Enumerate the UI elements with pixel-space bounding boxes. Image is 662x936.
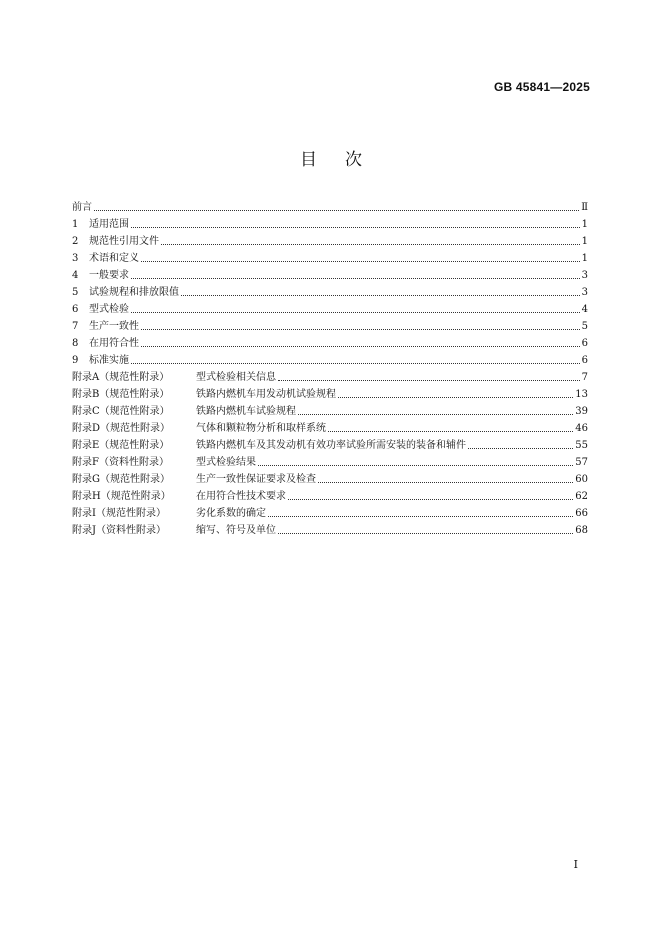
toc-dot-leader [278,533,573,534]
toc-entry[interactable] [72,316,588,333]
toc-entry[interactable] [72,350,588,367]
toc-dot-leader [131,312,580,313]
toc-entry-title: 型式检验结果 [196,457,256,468]
toc-entry-number: 3 [72,253,79,264]
toc-entry-number: 5 [72,287,79,298]
toc-entry-title: 型式检验 [89,304,129,315]
toc-entry[interactable] [72,214,588,231]
toc-entry-page: 7 [581,372,588,383]
toc-entry-title: 劣化系数的确定 [196,508,266,519]
toc-entry-page: 57 [575,457,588,468]
toc-entry[interactable] [72,248,588,265]
toc-entry-title: 型式检验相关信息 [196,372,276,383]
toc-dot-leader [288,499,573,500]
toc-entry[interactable] [72,299,588,316]
toc-entry-annex-label: 附录D（规范性附录） [72,423,171,434]
toc-entry-number: 1 [72,219,79,230]
toc-entry-title: 气体和颗粒物分析和取样系统 [196,423,326,434]
toc-entry-page: 5 [581,321,588,332]
toc-dot-leader [258,465,573,466]
toc-entry-title: 前言 [72,202,92,213]
toc-dot-leader [278,380,580,381]
toc-entry-page: 6 [581,355,588,366]
toc-entry-title: 一般要求 [89,270,129,281]
toc-entry-page: 62 [575,491,588,502]
toc-entry[interactable] [72,486,588,503]
toc-entry-page: 68 [575,525,588,536]
toc-entry-title: 生产一致性保证要求及检查 [196,474,316,485]
toc-entry-title: 试验规程和排放限值 [89,287,179,298]
toc-entry-title: 在用符合性技术要求 [196,491,286,502]
toc-entry-annex-label: 附录A（规范性附录） [72,372,170,383]
toc-entry-annex-label: 附录B（规范性附录） [72,389,170,400]
toc-entry-page: 66 [575,508,588,519]
toc-dot-leader [94,210,579,211]
toc-entry-title: 标准实施 [89,355,129,366]
toc-entry[interactable] [72,197,588,214]
toc-entry[interactable] [72,418,588,435]
toc-entry[interactable] [72,367,588,384]
toc-entry-page: 6 [581,338,588,349]
toc-entry-annex-label: 附录G（规范性附录） [72,474,170,485]
toc-entry[interactable] [72,401,588,418]
toc-title: 目次 [300,150,390,170]
toc-entry-page: 39 [575,406,588,417]
toc-entry-annex-label: 附录I（规范性附录） [72,508,166,519]
toc-dot-leader [338,397,573,398]
toc-dot-leader [141,261,580,262]
toc-dot-leader [131,363,580,364]
toc-entry-number: 2 [72,236,79,247]
toc-entry-title: 术语和定义 [89,253,139,264]
toc-entry-number: 9 [72,355,79,366]
toc-entry[interactable] [72,520,588,537]
toc-entry-title: 在用符合性 [89,338,139,349]
toc-dot-leader [181,295,580,296]
toc-entry-number: 7 [72,321,79,332]
toc-entry-title: 生产一致性 [89,321,139,332]
toc-entry[interactable] [72,282,588,299]
toc-entry-title: 铁路内燃机车试验规程 [196,406,296,417]
toc-entry-number: 4 [72,270,79,281]
toc-entry-page: 1 [581,253,588,264]
toc-entry[interactable] [72,231,588,248]
toc-dot-leader [298,414,573,415]
toc-dot-leader [141,346,580,347]
toc-entry-title: 铁路内燃机车及其发动机有效功率试验所需安装的装备和辅件 [196,440,466,451]
toc-entry[interactable] [72,384,588,401]
toc-entry-page: 60 [575,474,588,485]
toc-entry-page: 46 [575,423,588,434]
toc-dot-leader [131,278,580,279]
toc-entry-page: 13 [575,389,588,400]
toc-entry[interactable] [72,503,588,520]
toc-entry-page: 1 [581,219,588,230]
toc-dot-leader [318,482,573,483]
toc-dot-leader [328,431,573,432]
toc-dot-leader [268,516,573,517]
toc-entry-title: 缩写、符号及单位 [196,525,276,536]
toc-dot-leader [141,329,580,330]
toc-entry-page: 3 [581,270,588,281]
table-of-contents [72,197,588,537]
page-number: I [573,858,578,871]
toc-entry-annex-label: 附录H（规范性附录） [72,491,171,502]
toc-entry-page: 3 [581,287,588,298]
toc-entry[interactable] [72,333,588,350]
toc-entry-annex-label: 附录F（资料性附录） [72,457,169,468]
toc-dot-leader [131,227,580,228]
toc-entry-page: 55 [575,440,588,451]
toc-entry[interactable] [72,469,588,486]
toc-entry[interactable] [72,265,588,282]
toc-entry-title: 铁路内燃机车用发动机试验规程 [196,389,336,400]
standard-code: GB 45841—2025 [494,80,590,94]
toc-entry-title: 适用范围 [89,219,129,230]
toc-entry[interactable] [72,452,588,469]
toc-entry-number: 8 [72,338,79,349]
toc-entry-page: Ⅱ [581,202,588,213]
toc-entry-number: 6 [72,304,79,315]
toc-entry-annex-label: 附录C（规范性附录） [72,406,170,417]
toc-entry-annex-label: 附录E（规范性附录） [72,440,170,451]
toc-entry-page: 1 [581,236,588,247]
toc-entry[interactable] [72,435,588,452]
toc-entry-annex-label: 附录J（资料性附录） [72,525,167,536]
toc-entry-page: 4 [581,304,588,315]
toc-dot-leader [468,448,573,449]
toc-entry-title: 规范性引用文件 [89,236,159,247]
toc-dot-leader [161,244,580,245]
